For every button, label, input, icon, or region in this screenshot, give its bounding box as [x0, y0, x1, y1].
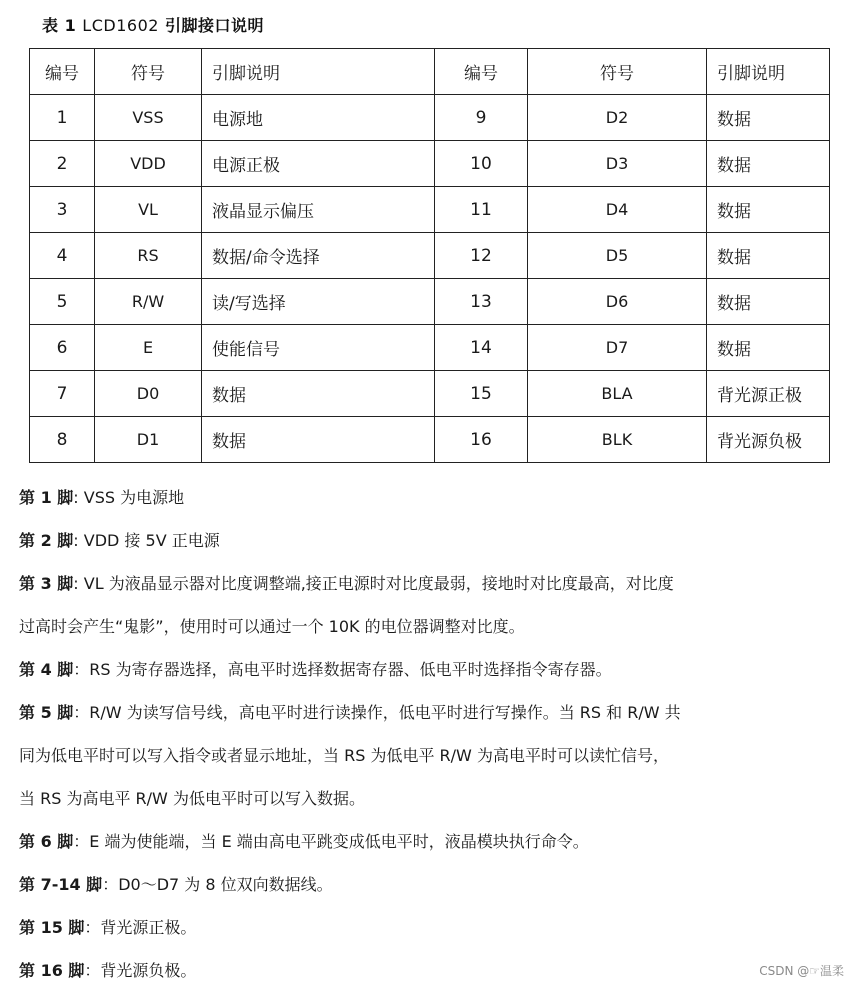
pin-description: 背光源正极	[707, 371, 830, 417]
pin-description: 数据	[707, 233, 830, 279]
note-line	[19, 777, 849, 820]
pin-number: 13	[435, 279, 528, 325]
table-row	[30, 371, 830, 417]
note-pin-label: 第 3 脚	[19, 574, 74, 593]
note-pin-label: 第 2 脚	[19, 531, 74, 550]
table-caption	[42, 13, 264, 36]
pin-symbol: BLA	[528, 371, 707, 417]
note-text: ：背光源负极。	[84, 961, 197, 980]
note-line	[19, 820, 849, 863]
note-line	[19, 476, 849, 519]
pin-description: 数据/命令选择	[202, 233, 435, 279]
header-description: 引脚说明	[202, 49, 435, 95]
pin-description: 背光源负极	[707, 417, 830, 463]
note-line	[19, 519, 849, 562]
note-text: ：背光源正极。	[84, 918, 197, 937]
pin-description: 数据	[707, 325, 830, 371]
table-header-row	[30, 49, 830, 95]
pin-number: 5	[30, 279, 95, 325]
pin-number: 4	[30, 233, 95, 279]
header-number: 编号	[435, 49, 528, 95]
pin-description: 数据	[707, 187, 830, 233]
note-text: 同为低电平时可以写入指令或者显示地址，当 RS 为低电平 R/W 为高电平时可以读忙信号，	[19, 746, 669, 765]
pin-description: 使能信号	[202, 325, 435, 371]
caption-title: 引脚接口说明	[165, 16, 265, 35]
table-row	[30, 279, 830, 325]
header-symbol: 符号	[528, 49, 707, 95]
pin-number: 14	[435, 325, 528, 371]
table-row	[30, 233, 830, 279]
pin-description: 电源正极	[202, 141, 435, 187]
pin-number: 10	[435, 141, 528, 187]
table-row	[30, 141, 830, 187]
note-text: ：RS 为寄存器选择，高电平时选择数据寄存器、低电平时选择指令寄存器。	[73, 660, 612, 679]
note-pin-label: 第 5 脚	[19, 703, 74, 722]
pin-number: 12	[435, 233, 528, 279]
pin-symbol: D3	[528, 141, 707, 187]
note-line	[19, 648, 849, 691]
note-pin-label: 第 16 脚	[19, 961, 85, 980]
note-pin-label: 第 4 脚	[19, 660, 74, 679]
pin-description: 数据	[707, 279, 830, 325]
header-symbol: 符号	[95, 49, 202, 95]
pin-number: 7	[30, 371, 95, 417]
pin-number: 1	[30, 95, 95, 141]
note-text: ：D0～D7 为 8 位双向数据线。	[102, 875, 333, 894]
pin-number: 6	[30, 325, 95, 371]
header-number: 编号	[30, 49, 95, 95]
pin-number: 9	[435, 95, 528, 141]
pin-number: 11	[435, 187, 528, 233]
note-pin-label: 第 7-14 脚	[19, 875, 103, 894]
pin-number: 16	[435, 417, 528, 463]
pin-description: 数据	[707, 141, 830, 187]
pin-symbol: E	[95, 325, 202, 371]
note-text: : VL 为液晶显示器对比度调整端,接正电源时对比度最弱，接地时对比度最高，对比度	[73, 574, 674, 593]
pin-description: 液晶显示偏压	[202, 187, 435, 233]
note-line	[19, 691, 849, 734]
header-description: 引脚说明	[707, 49, 830, 95]
note-line	[19, 906, 849, 949]
note-text: 当 RS 为高电平 R/W 为低电平时可以写入数据。	[19, 789, 365, 808]
pin-number: 8	[30, 417, 95, 463]
note-text: ：R/W 为读写信号线，高电平时进行读操作，低电平时进行写操作。当 RS 和 R/W 共	[73, 703, 681, 722]
table-row	[30, 325, 830, 371]
note-text: 过高时会产生“鬼影”，使用时可以通过一个 10K 的电位器调整对比度。	[19, 617, 525, 636]
pin-number: 2	[30, 141, 95, 187]
pin-symbol: VDD	[95, 141, 202, 187]
note-pin-label: 第 1 脚	[19, 488, 74, 507]
pin-description: 电源地	[202, 95, 435, 141]
table-row	[30, 187, 830, 233]
pin-number: 15	[435, 371, 528, 417]
pin-symbol: RS	[95, 233, 202, 279]
note-line	[19, 734, 849, 777]
pin-description: 读/写选择	[202, 279, 435, 325]
pin-description: 数据	[202, 417, 435, 463]
pin-symbol: VL	[95, 187, 202, 233]
table-row	[30, 417, 830, 463]
pin-symbol: D2	[528, 95, 707, 141]
pin-symbol: R/W	[95, 279, 202, 325]
note-pin-label: 第 15 脚	[19, 918, 85, 937]
note-text: : VSS 为电源地	[73, 488, 185, 507]
pin-symbol: D1	[95, 417, 202, 463]
caption-prefix: 表 1	[42, 16, 77, 35]
pin-symbol: D0	[95, 371, 202, 417]
pin-symbol: D6	[528, 279, 707, 325]
watermark: CSDN @☞温柔	[759, 964, 844, 978]
note-line	[19, 562, 849, 605]
pin-symbol: BLK	[528, 417, 707, 463]
pin-symbol: D5	[528, 233, 707, 279]
note-pin-label: 第 6 脚	[19, 832, 74, 851]
pin-symbol: VSS	[95, 95, 202, 141]
note-line	[19, 605, 849, 648]
pin-description: 数据	[707, 95, 830, 141]
caption-model: LCD1602	[82, 16, 159, 35]
table-row	[30, 95, 830, 141]
note-text: : VDD 接 5V 正电源	[73, 531, 220, 550]
pin-notes	[19, 476, 849, 992]
note-line	[19, 863, 849, 906]
pin-number: 3	[30, 187, 95, 233]
pin-symbol: D4	[528, 187, 707, 233]
pin-table	[29, 48, 830, 463]
pin-description: 数据	[202, 371, 435, 417]
note-line	[19, 949, 849, 992]
pin-symbol: D7	[528, 325, 707, 371]
note-text: ：E 端为使能端，当 E 端由高电平跳变成低电平时，液晶模块执行命令。	[73, 832, 589, 851]
